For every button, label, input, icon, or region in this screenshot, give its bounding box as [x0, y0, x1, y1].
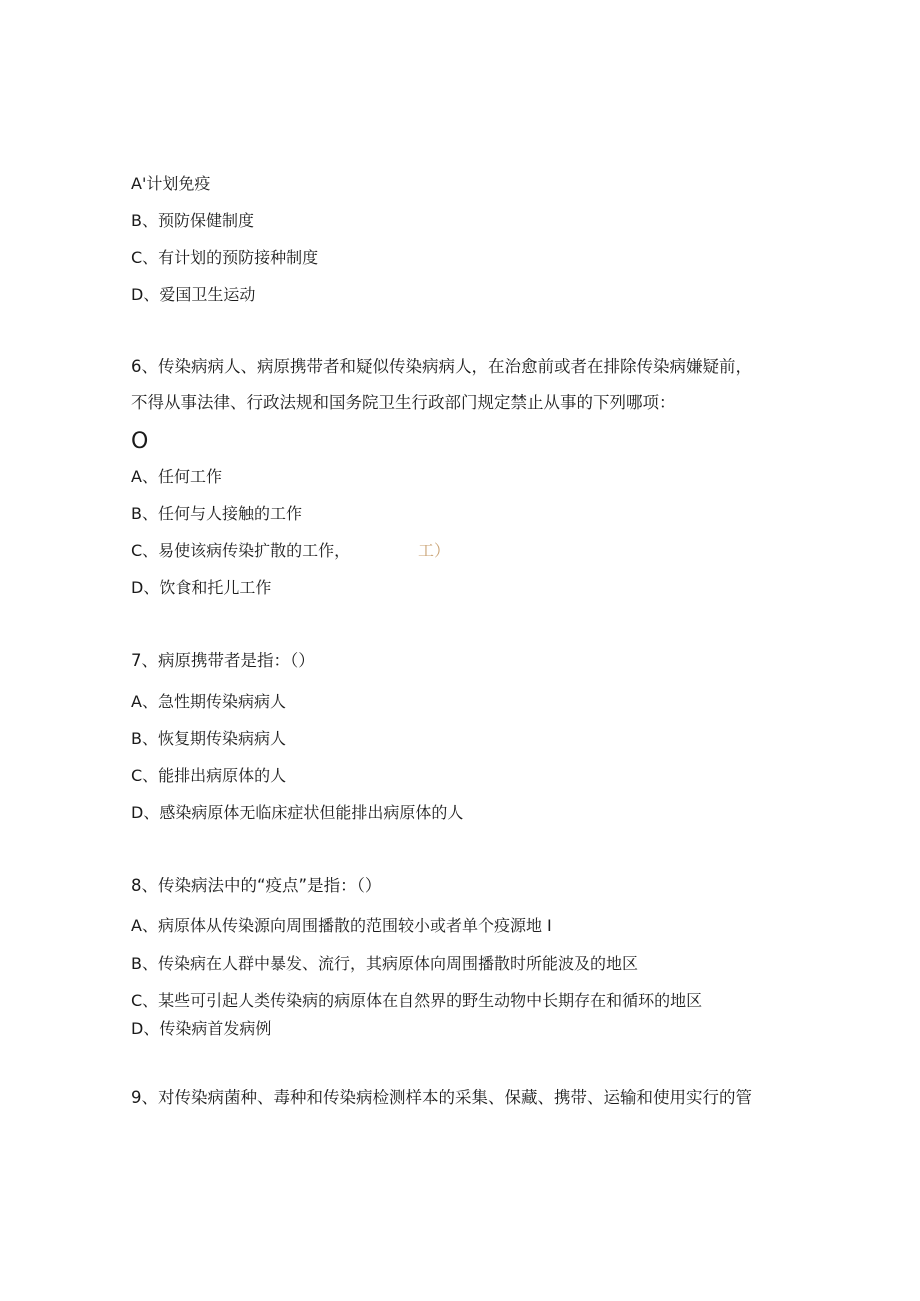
q7-option-d: D、感染病原体无临床症状但能排出病原体的人 [131, 803, 464, 822]
q6-text-line2: 不得从事法律、行政法规和国务院卫生行政部门规定禁止从事的下列哪项： [131, 393, 676, 412]
q6-stray-mark: 工） [418, 541, 451, 560]
q5-option-b: B、预防保健制度 [131, 211, 254, 230]
q6-option-d: D、饮食和托儿工作 [131, 578, 272, 597]
q8-option-a: A、病原体从传染源向周围播散的范围较小或者单个疫源地 I [131, 916, 552, 935]
q5-option-a: A'计划免疫 [131, 174, 211, 193]
q6-text-line1: 6、传染病病人、病原携带者和疑似传染病病人，在治愈前或者在排除传染病嫌疑前， [131, 357, 752, 376]
q6-answer-blank: O [131, 429, 149, 454]
q9-text: 9、对传染病菌种、毒种和传染病检测样本的采集、保藏、携带、运输和使用实行的管 [131, 1088, 752, 1107]
q8-option-b: B、传染病在人群中暴发、流行，其病原体向周围播散时所能波及的地区 [131, 954, 638, 973]
q8-text: 8、传染病法中的“疫点”是指：（） [131, 876, 382, 895]
q7-option-a: A、急性期传染病病人 [131, 692, 286, 711]
q8-option-c: C、某些可引起人类传染病的病原体在自然界的野生动物中长期存在和循环的地区 [131, 991, 703, 1010]
q6-option-a: A、任何工作 [131, 467, 222, 486]
q8-option-d: D、传染病首发病例 [131, 1019, 272, 1038]
q5-option-c: C、有计划的预防接种制度 [131, 248, 319, 267]
q7-option-b: B、恢复期传染病病人 [131, 729, 286, 748]
q7-option-c: C、能排出病原体的人 [131, 766, 287, 785]
q7-text: 7、病原携带者是指：（） [131, 651, 315, 670]
q6-option-b: B、任何与人接触的工作 [131, 504, 302, 523]
q5-option-d: D、爱国卫生运动 [131, 285, 256, 304]
q6-option-c: C、易使该病传染扩散的工作， [131, 541, 351, 560]
